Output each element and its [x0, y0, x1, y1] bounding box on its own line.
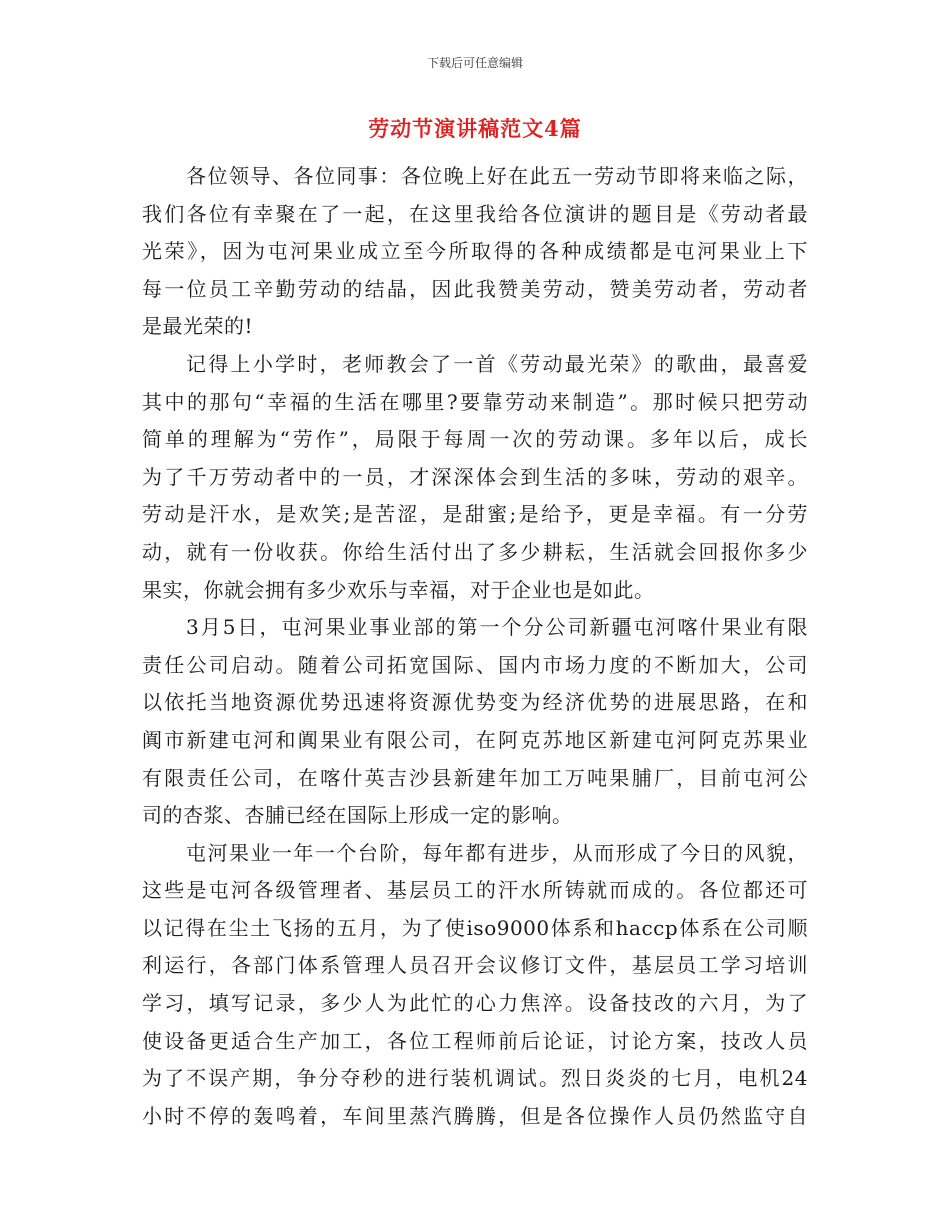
paragraph-2-line-6: 动，就有一份收获。你给生活付出了多少耕耘，生活就会回报你多少	[142, 539, 808, 564]
paragraph-1-line-4: 每一位员工辛勤劳动的结晶，因此我赞美劳动，赞美劳动者，劳动者	[142, 276, 808, 301]
paragraph-3-line-5: 有限责任公司，在喀什英吉沙县新建年加工万吨果脯厂，目前屯河公	[142, 765, 808, 790]
paragraph-2-line-4: 为了千万劳动者中的一员，才深深体会到生活的多味，劳动的艰辛。	[142, 464, 808, 489]
paragraph-3-line-1: 3月5日，屯河果业事业部的第一个分公司新疆屯河喀什果业有限	[186, 615, 808, 640]
paragraph-4-line-2: 这些是屯河各级管理者、基层员工的汗水所铸就而成的。各位都还可	[142, 878, 808, 903]
document-title: 劳动节演讲稿范文4篇	[368, 116, 582, 141]
paragraph-1-line-5: 是最光荣的!	[142, 314, 254, 339]
paragraph-3-line-3: 以依托当地资源优势迅速将资源优势变为经济优势的进展思路，在和	[142, 690, 808, 715]
paragraph-1-line-3: 光荣》，因为屯河果业成立至今所取得的各种成绩都是屯河果业上下	[142, 239, 808, 264]
paragraph-2-line-7: 果实，你就会拥有多少欢乐与幸福，对于企业也是如此。	[142, 577, 655, 602]
page-header-note: 下载后可任意编辑	[426, 56, 523, 70]
paragraph-4-line-5: 学习，填写记录，多少人为此忙的心力焦淬。设备技改的六月，为了	[142, 991, 808, 1016]
paragraph-2-line-5: 劳动是汗水，是欢笑;是苦涩，是甜蜜;是给予，更是幸福。有一分劳	[142, 502, 808, 527]
paragraph-4-line-7: 为了不误产期，争分夺秒的进行装机调试。烈日炎炎的七月，电机24	[142, 1066, 808, 1091]
paragraph-2-line-2: 其中的那句“幸福的生活在哪里?要靠劳动来制造”。那时候只把劳动	[142, 389, 808, 414]
paragraph-3-line-2: 责任公司启动。随着公司拓宽国际、国内市场力度的不断加大，公司	[142, 652, 808, 677]
paragraph-4-line-1: 屯河果业一年一个台阶，每年都有进步，从而形成了今日的风貌，	[186, 840, 808, 865]
paragraph-4-line-4: 利运行，各部门体系管理人员召开会议修订文件，基层员工学习培训	[142, 953, 808, 978]
paragraph-2-line-3: 简单的理解为“劳作”，局限于每周一次的劳动课。多年以后，成长	[142, 427, 808, 452]
paragraph-1-line-1: 各位领导、各位同事：各位晚上好在此五一劳动节即将来临之际，	[186, 164, 808, 188]
paragraph-4-line-3: 以记得在尘土飞扬的五月，为了使iso9000体系和haccp体系在公司顺	[142, 915, 808, 940]
paragraph-3-line-4: 阗市新建屯河和阗果业有限公司，在阿克苏地区新建屯河阿克苏果业	[142, 727, 808, 752]
paragraph-3-line-6: 司的杏浆、杏脯已经在国际上形成一定的影响。	[142, 803, 573, 828]
paragraph-4-line-6: 使设备更适合生产加工，各位工程师前后论证，讨论方案，技改人员	[142, 1028, 808, 1053]
document-body	[142, 158, 808, 1135]
paragraph-1-line-2: 我们各位有幸聚在了一起，在这里我给各位演讲的题目是《劳动者最	[142, 201, 808, 226]
paragraph-2-line-1: 记得上小学时，老师教会了一首《劳动最光荣》的歌曲，最喜爱	[186, 351, 808, 376]
paragraph-4-line-8: 小时不停的轰鸣着，车间里蒸汽腾腾，但是各位操作人员仍然监守自	[142, 1103, 808, 1128]
